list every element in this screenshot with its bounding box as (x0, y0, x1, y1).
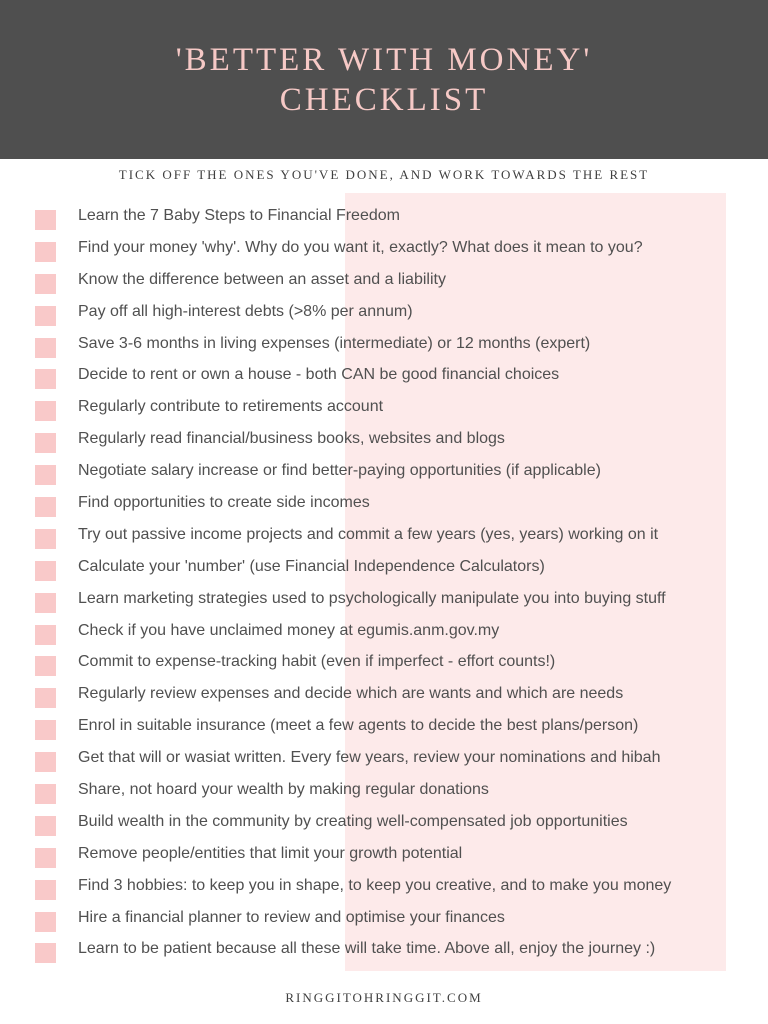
checklist-item (0, 583, 768, 615)
checklist-item-label: Learn the 7 Baby Steps to Financial Freedom (78, 207, 400, 224)
checklist-item-label: Regularly contribute to retirements account (78, 398, 384, 416)
checklist-item (0, 232, 768, 264)
checkbox[interactable] (35, 338, 56, 358)
checklist-item-label: Commit to expense-tracking habit (even if imperfect - effort counts!) (78, 653, 556, 671)
checklist-item-label: Regularly review expenses and decide which are wants and which are needs (78, 685, 624, 703)
checkbox[interactable] (35, 561, 56, 581)
page-subtitle: TICK OFF THE ONES YOU'VE DONE, AND WORK TOWARDS THE REST (118, 167, 650, 182)
checklist-item-label: Save 3-6 months in living expenses (intermediate) or 12 months (expert) (78, 334, 591, 352)
checklist-item (0, 519, 768, 551)
checkbox[interactable] (35, 306, 56, 326)
checkbox[interactable] (35, 433, 56, 453)
checklist-item (0, 933, 768, 965)
checkbox[interactable] (35, 720, 56, 740)
checklist-item-label: Try out passive income projects and commit a few years (yes, years) working on it (78, 525, 659, 543)
checklist-item (0, 902, 768, 934)
checklist-item (0, 615, 768, 647)
checklist-item-label: Get that will or wasiat written. Every few years, review your nominations and hibah (78, 749, 661, 767)
checklist-item (0, 551, 768, 583)
checkbox[interactable] (35, 848, 56, 868)
checklist-item-label: Pay off all high-interest debts (>8% per annum) (78, 302, 413, 320)
checkbox[interactable] (35, 688, 56, 708)
checkbox[interactable] (35, 816, 56, 836)
checklist-item-label: Share, not hoard your wealth by making regular donations (78, 781, 489, 799)
checklist-item-label: Enrol in suitable insurance (meet a few agents to decide the best plans/person) (78, 717, 639, 735)
checklist-item-label: Build wealth in the community by creating well-compensated job opportunities (78, 812, 628, 830)
checkbox[interactable] (35, 529, 56, 549)
checkbox[interactable] (35, 465, 56, 485)
checklist-item (0, 264, 768, 296)
checkbox[interactable] (35, 752, 56, 772)
checklist-item-label: Decide to rent or own a house - both CAN be good financial choices (78, 366, 560, 384)
checkbox[interactable] (35, 656, 56, 676)
checkbox[interactable] (35, 943, 56, 963)
page-title-line-2: CHECKLIST (279, 82, 489, 118)
checklist-item (0, 742, 768, 774)
checklist (0, 200, 768, 965)
checklist-item (0, 678, 768, 710)
checklist-item-label: Remove people/entities that limit your growth potential (78, 844, 463, 862)
checklist-item (0, 200, 768, 232)
checklist-item-label: Negotiate salary increase or find better-paying opportunities (if applicable) (78, 462, 601, 480)
checkbox[interactable] (35, 784, 56, 804)
checklist-item-label: Learn marketing strategies used to psychologically manipulate you into buying stuff (78, 589, 666, 607)
checklist-item (0, 423, 768, 455)
checklist-item-label: Learn to be patient because all these will take time. Above all, enjoy the journey :) (78, 940, 656, 958)
checklist-item (0, 646, 768, 678)
checklist-item (0, 806, 768, 838)
checklist-item-label: Calculate your 'number' (use Financial Independence Calculators) (78, 557, 545, 575)
checklist-item-label: Hire a financial planner to review and optimise your finances (78, 908, 505, 926)
checklist-item (0, 487, 768, 519)
checkbox[interactable] (35, 625, 56, 645)
checkbox[interactable] (35, 369, 56, 389)
checklist-item-label: Find your money 'why'. Why do you want it, exactly? What does it mean to you? (78, 238, 643, 256)
checkbox[interactable] (35, 912, 56, 932)
checkbox[interactable] (35, 593, 56, 613)
checkbox[interactable] (35, 497, 56, 517)
checkbox[interactable] (35, 274, 56, 294)
checklist-item (0, 328, 768, 360)
checklist-item-label: Know the difference between an asset and a liability (78, 270, 446, 288)
checkbox[interactable] (35, 210, 56, 230)
checkbox[interactable] (35, 401, 56, 421)
checkbox[interactable] (35, 880, 56, 900)
checklist-item (0, 359, 768, 391)
checklist-item (0, 774, 768, 806)
checklist-item-label: Find 3 hobbies: to keep you in shape, to keep you creative, and to make you money (78, 876, 672, 894)
header-banner (0, 0, 768, 159)
checklist-item-label: Check if you have unclaimed money at egumis.anm.gov.my (78, 621, 500, 639)
checklist-item (0, 391, 768, 423)
checklist-item (0, 838, 768, 870)
page-title-line-1: 'BETTER WITH MONEY' (175, 42, 593, 78)
checkbox[interactable] (35, 242, 56, 262)
checklist-item (0, 710, 768, 742)
checklist-item (0, 296, 768, 328)
checklist-item (0, 455, 768, 487)
checklist-item (0, 870, 768, 902)
footer-website: RINGGITOHRINGGIT.COM (285, 990, 483, 1005)
checklist-item-label: Find opportunities to create side incomes (78, 494, 370, 512)
checklist-item-label: Regularly read financial/business books, websites and blogs (78, 430, 505, 448)
